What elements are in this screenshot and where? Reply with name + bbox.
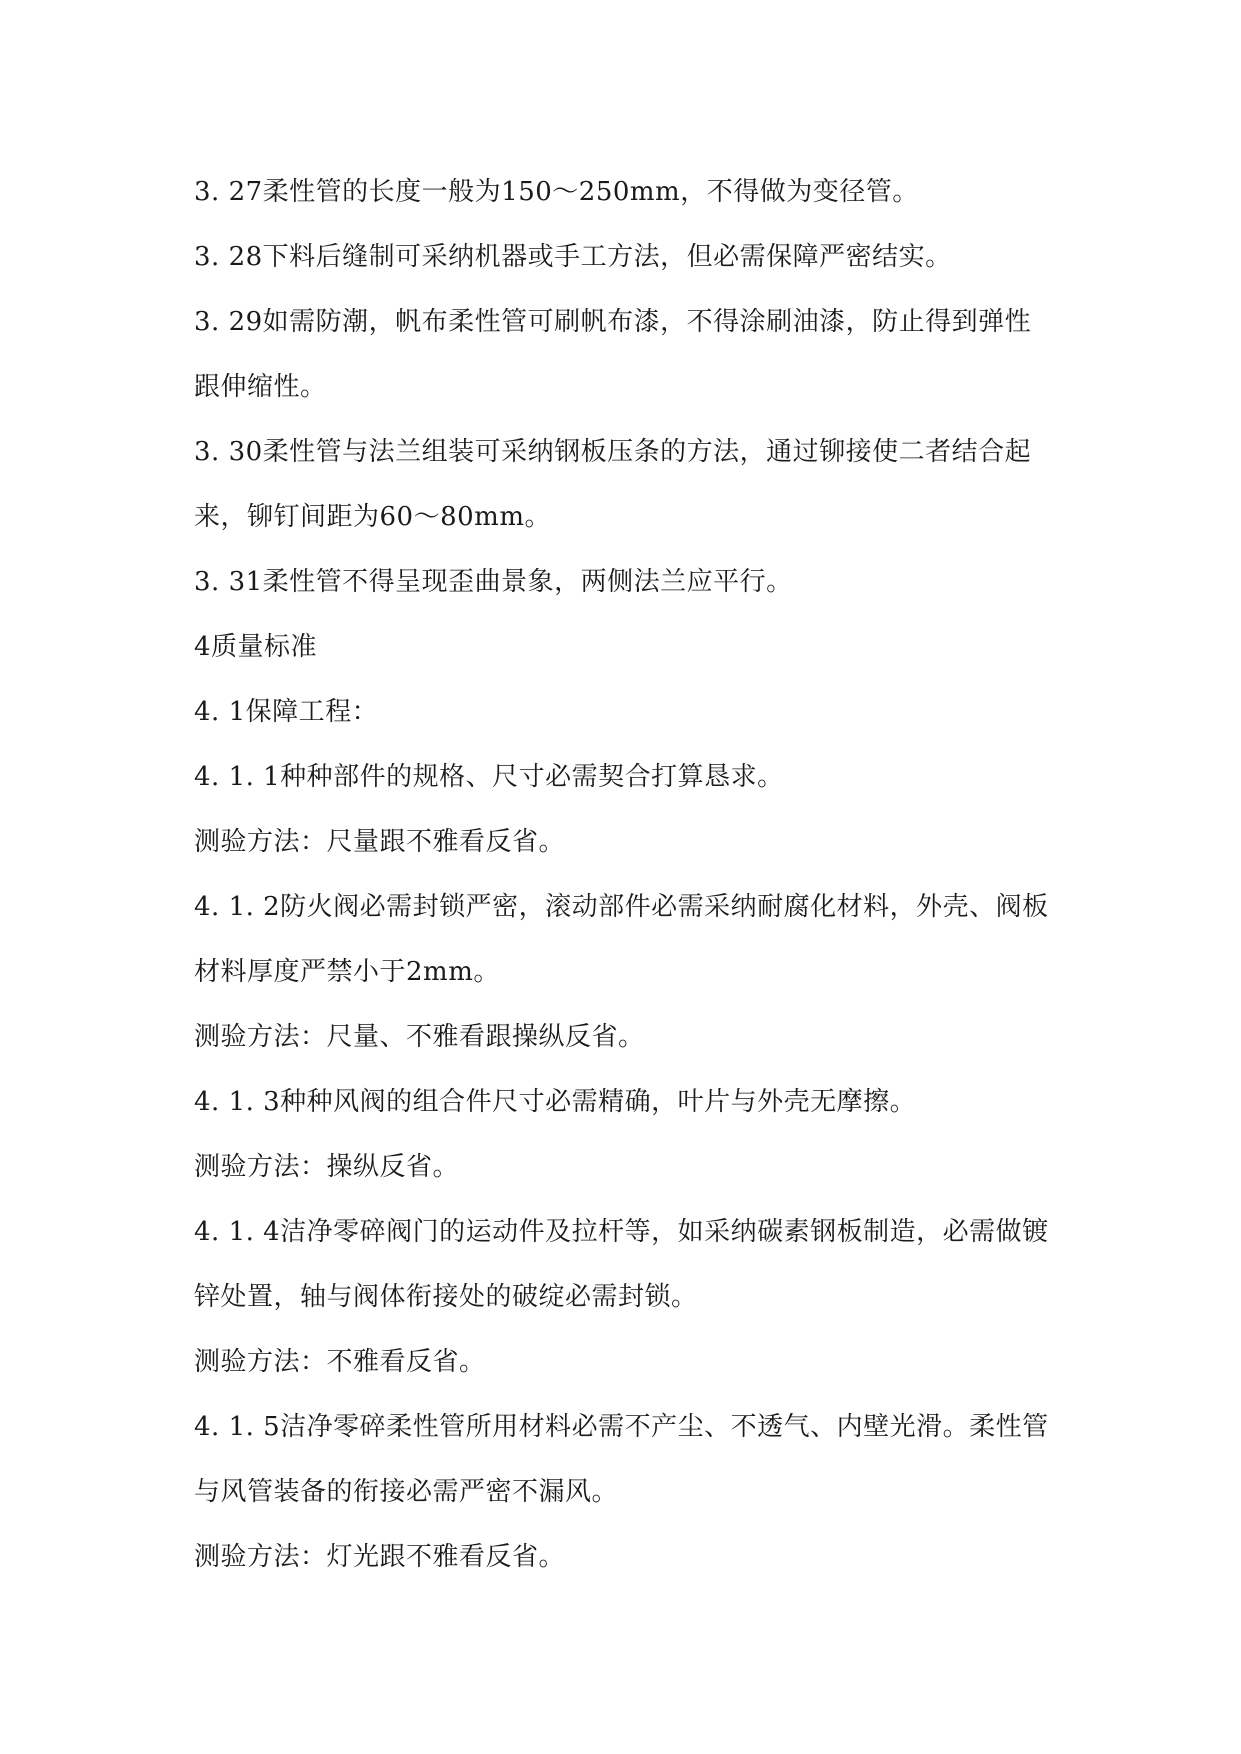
paragraph-4-1-3: 4. 1. 3种种风阀的组合件尺寸必需精确，叶片与外壳无摩擦。	[194, 1087, 917, 1117]
paragraph-4-1-1: 4. 1. 1种种部件的规格、尺寸必需契合打算恳求。	[194, 762, 784, 792]
paragraph-3-28: 3. 28下料后缝制可采纳机器或手工方法，但必需保障严密结实。	[194, 242, 952, 272]
test-method-4-1-3: 测验方法：操纵反省。	[194, 1152, 460, 1182]
test-method-4-1-1: 测验方法：尺量跟不雅看反省。	[194, 827, 566, 857]
section-heading-4: 4质量标准	[194, 632, 318, 662]
document-body	[194, 160, 1054, 1590]
paragraph-3-31: 3. 31柔性管不得呈现歪曲景象，两侧法兰应平行。	[194, 567, 793, 597]
paragraph-4-1-5: 4. 1. 5洁净零碎柔性管所用材料必需不产尘、不透气、内壁光滑。柔性管与风管装备的衔接必需严密不漏风。	[194, 1412, 1049, 1507]
paragraph-3-27: 3. 27柔性管的长度一般为150～250mm，不得做为变径管。	[194, 177, 919, 207]
test-method-4-1-4: 测验方法：不雅看反省。	[194, 1347, 486, 1377]
test-method-4-1-2: 测验方法：尺量、不雅看跟操纵反省。	[194, 1022, 645, 1052]
test-method-4-1-5: 测验方法：灯光跟不雅看反省。	[194, 1542, 566, 1572]
paragraph-3-30: 3. 30柔性管与法兰组装可采纳钢板压条的方法，通过铆接使二者结合起来，铆钉间距为60～80mm。	[194, 437, 1032, 532]
subsection-heading-4-1: 4. 1保障工程：	[194, 697, 379, 727]
paragraph-4-1-4: 4. 1. 4洁净零碎阀门的运动件及拉杆等，如采纳碳素钢板制造，必需做镀锌处置，轴与阀体衔接处的破绽必需封锁。	[194, 1217, 1049, 1312]
paragraph-4-1-2: 4. 1. 2防火阀必需封锁严密，滚动部件必需采纳耐腐化材料，外壳、阀板材料厚度严禁小于2mm。	[194, 892, 1049, 987]
paragraph-3-29: 3. 29如需防潮，帆布柔性管可刷帆布漆，不得涂刷油漆，防止得到弹性跟伸缩性。	[194, 307, 1032, 402]
